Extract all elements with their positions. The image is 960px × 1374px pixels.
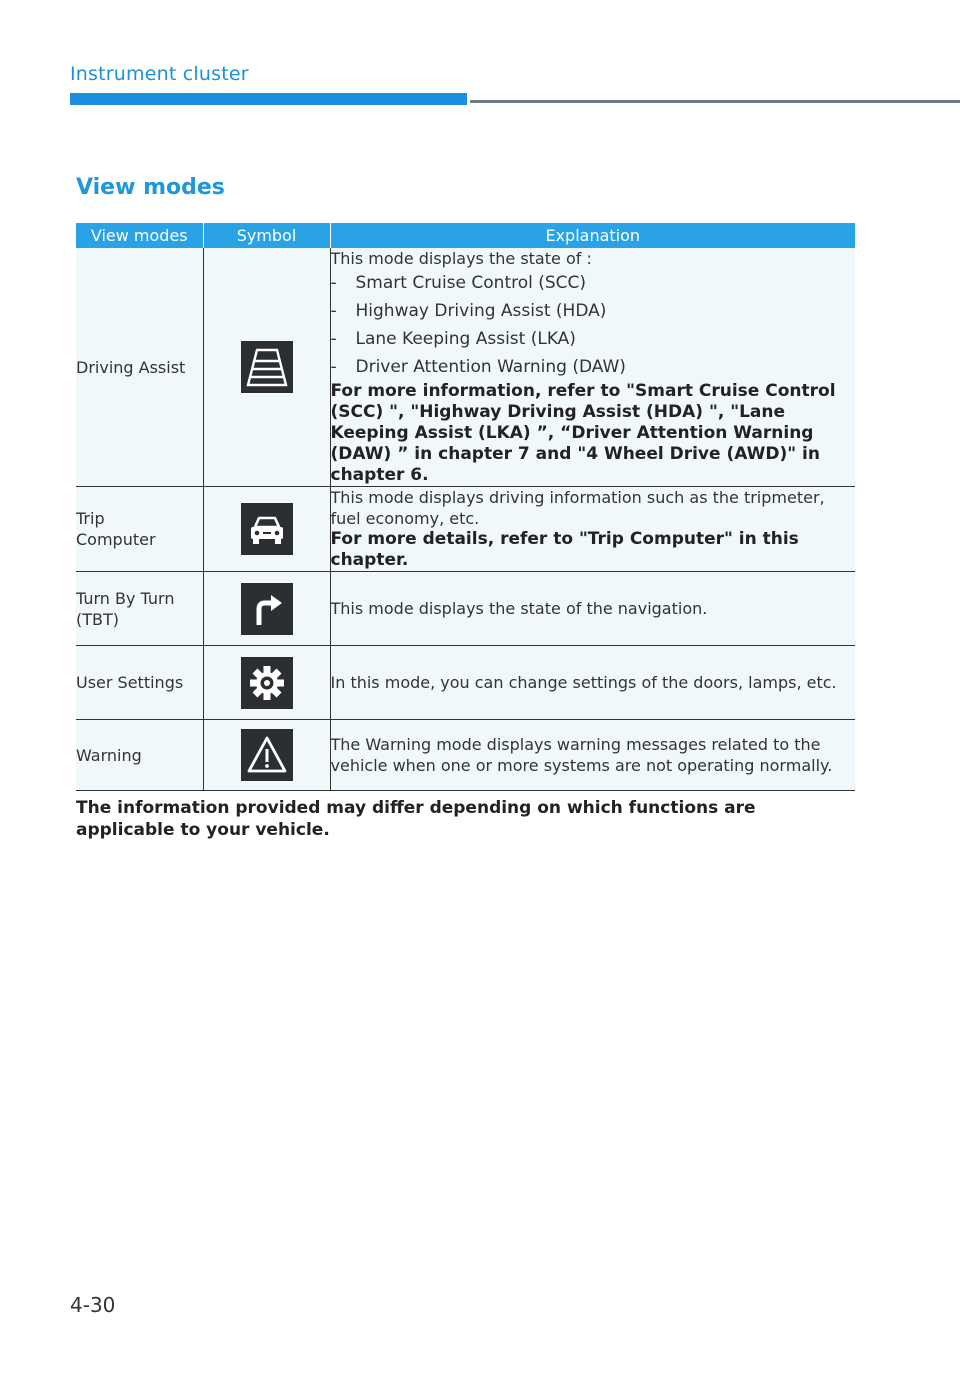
- lane-road-icon: [241, 341, 293, 393]
- column-header: Explanation: [330, 223, 855, 248]
- list-item: - Lane Keeping Assist (LKA): [331, 325, 856, 353]
- column-header: Symbol: [203, 223, 330, 248]
- table-row: [76, 248, 855, 487]
- reference-note: For more details, refer to "Trip Computer" in this chapter.: [330, 529, 799, 570]
- column-header: View modes: [76, 223, 203, 248]
- warning-triangle-icon: [241, 729, 293, 781]
- table-row: [76, 572, 855, 646]
- page-number: 4-30: [70, 1293, 116, 1317]
- header-rule: [470, 100, 960, 103]
- feature-list: [331, 269, 856, 381]
- explanation-text: In this mode, you can change settings of the doors, lamps, etc.: [330, 673, 837, 692]
- view-modes-table: [76, 223, 855, 791]
- page-title: View modes: [76, 175, 225, 200]
- reference-note: For more information, refer to "Smart Cruise Control (SCC) ", "Highway Driving Assist (HDA) ", "Lane Keeping Assist (LKA) ”, “Driver Attention Warning (DAW) ” in chapter 7 and "4 Wheel Drive (AWD)" in chapter 6.: [330, 381, 836, 485]
- table-header-row: [76, 223, 855, 248]
- table-row: [76, 720, 855, 791]
- header-rule-accent: [70, 93, 467, 105]
- explanation-text: This mode displays the state of the navigation.: [330, 599, 708, 618]
- explanation-text: This mode displays the state of :: [330, 249, 592, 268]
- mode-name: [76, 487, 203, 572]
- list-item: - Driver Attention Warning (DAW): [331, 353, 856, 381]
- turn-arrow-icon: [241, 583, 293, 635]
- mode-name: [76, 572, 203, 646]
- car-icon: [241, 503, 293, 555]
- explanation-text: The Warning mode displays warning messages related to the vehicle when one or more systems are not operating normally.: [330, 735, 833, 775]
- table-row: [76, 646, 855, 720]
- mode-name: User Settings: [76, 646, 203, 720]
- mode-name-text: Trip Computer: [76, 509, 156, 549]
- explanation-text: This mode displays driving information such as the tripmeter, fuel economy, etc.: [330, 488, 825, 528]
- gear-icon: [241, 657, 293, 709]
- mode-name: Driving Assist: [76, 248, 203, 487]
- list-item: - Highway Driving Assist (HDA): [331, 297, 856, 325]
- mode-name-text: Turn By Turn (TBT): [76, 588, 175, 629]
- applicability-note: The information provided may differ depending on which functions are applicable to your vehicle.: [76, 798, 756, 840]
- table-row: [76, 487, 855, 572]
- mode-name: Warning: [76, 720, 203, 791]
- section-header: Instrument cluster: [70, 63, 249, 85]
- list-item: - Smart Cruise Control (SCC): [331, 269, 856, 297]
